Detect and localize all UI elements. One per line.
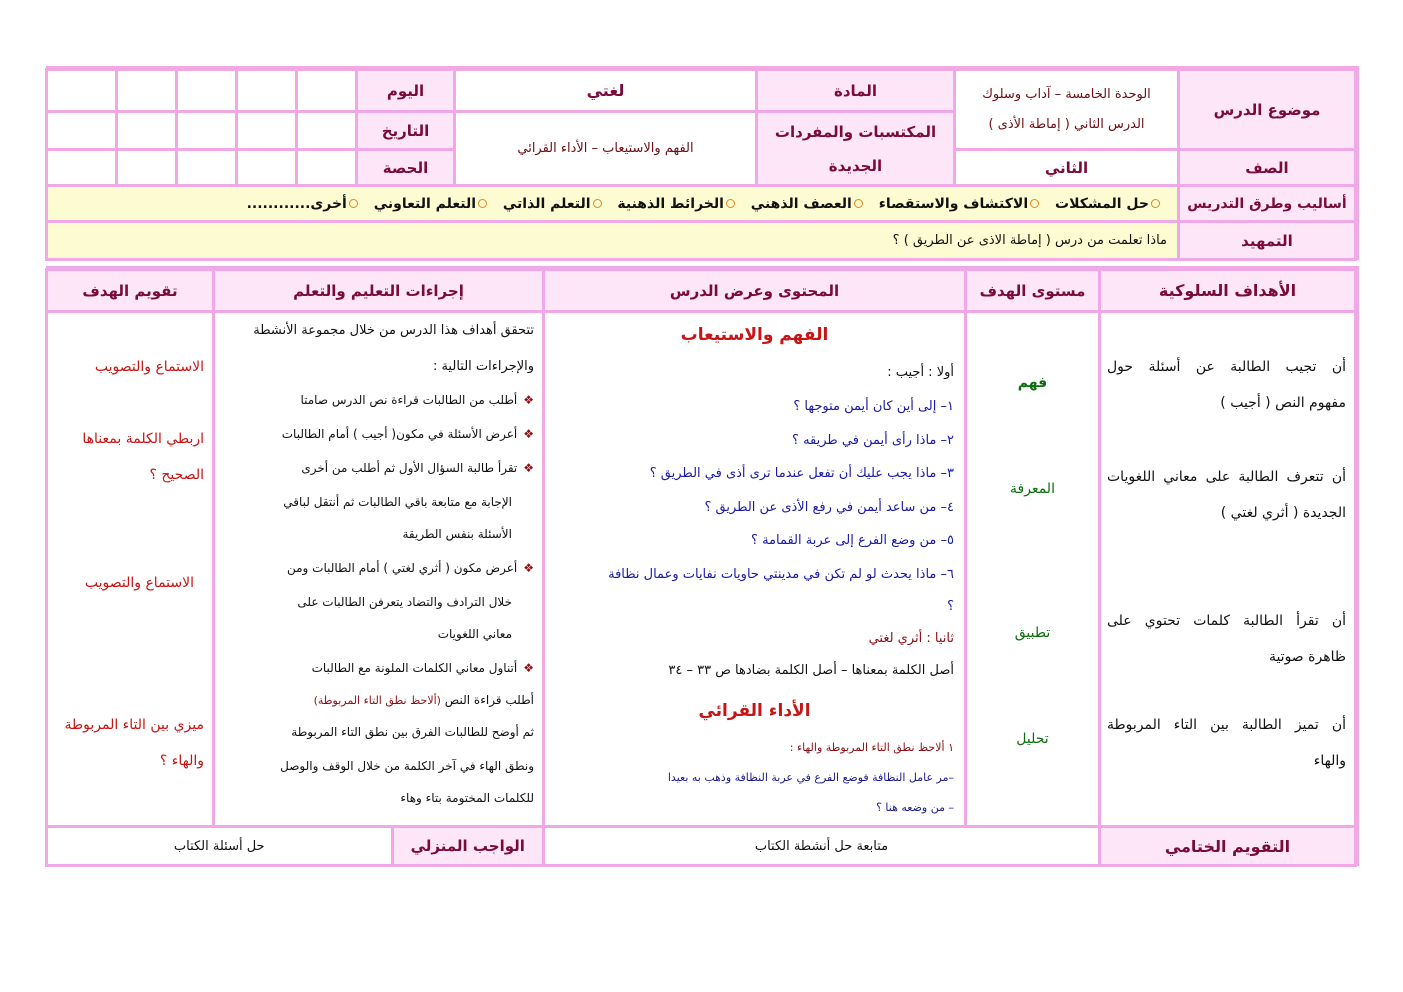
levels-cell <box>966 312 1100 827</box>
content-second-heading: ثانيا : أثري لغتي <box>868 631 954 646</box>
evaluation-4-line2: والهاء ؟ <box>159 753 204 769</box>
content-first-heading: أولا : أجيب : <box>887 365 954 380</box>
level-4: تحليل <box>1016 731 1049 747</box>
procedure-bullet-5: ❖ أتناول معاني الكلمات الملونة مع الطالبات <box>312 661 534 675</box>
procedure-line-3: ونطق الهاء في آخر الكلمة من خلال الوقف والوصل <box>280 759 534 773</box>
procedures-cell <box>214 312 544 827</box>
grade-value: الثاني <box>955 150 1179 186</box>
day-cell-1[interactable] <box>297 70 357 112</box>
lesson-topic-label: موضوع الدرس <box>1179 70 1356 150</box>
content-question-6-end: ؟ <box>947 599 954 614</box>
period-cell-5[interactable] <box>47 150 117 186</box>
content-example-2: – من وضعه هنا ؟ <box>876 801 954 814</box>
period-label: الحصة <box>357 150 455 186</box>
content-question-4: ٤– من ساعد أيمن في رفع الأذى عن الطريق ؟ <box>704 500 954 515</box>
content-cell <box>544 312 966 827</box>
evaluation-cell <box>47 312 214 827</box>
col-level: مستوى الهدف <box>966 270 1100 312</box>
procedures-intro-1: تتحقق أهداف هذا الدرس من خلال مجموعة الأنشطة <box>253 323 534 338</box>
procedure-bullet-3-line2: الإجابة مع متابعة باقي الطالبات ثم أنتقل لباقي <box>283 495 512 509</box>
evaluation-3: الاستماع والتصويب <box>84 575 194 591</box>
subject-label: المادة <box>757 70 955 112</box>
col-evaluation: تقويم الهدف <box>47 270 214 312</box>
content-note: ١ ألاحظ نطق التاء المربوطة والهاء : <box>789 741 954 754</box>
method-item-4[interactable]: الخرائط الذهنية <box>617 196 738 212</box>
vocab-value: الفهم والاستيعاب – الأداء القرائي <box>455 112 757 186</box>
level-2: المعرفة <box>1010 481 1055 497</box>
content-title-reading: الأداء القرائي <box>698 701 811 721</box>
content-question-6: ٦– ماذا يحدث لو لم تكن في مدينتي حاويات نفايات وعمال نظافة <box>608 567 954 582</box>
methods-list <box>47 186 1179 222</box>
date-cell-3[interactable] <box>177 112 237 150</box>
col-procedures: إجراءات التعليم والتعلم <box>214 270 544 312</box>
content-question-3: ٣– ماذا يجب عليك أن تفعل عندما ترى أذى في الطريق ؟ <box>649 466 954 481</box>
intro-value: ماذا تعلمت من درس ( إماطة الاذى عن الطريق ) ؟ <box>47 222 1179 260</box>
period-cell-3[interactable] <box>177 150 237 186</box>
col-objectives: الأهداف السلوكية <box>1100 270 1356 312</box>
level-3: تطبيق <box>1014 625 1051 641</box>
period-cell-1[interactable] <box>297 150 357 186</box>
vocab-label <box>757 112 955 186</box>
final-eval-label: التقويم الختامي <box>1100 827 1356 866</box>
lesson-topic-line2: الدرس الثاني ( إماطة الأذى ) <box>988 116 1145 132</box>
vocab-label-line1: المكتسبات والمفردات <box>774 122 937 141</box>
objective-1-line2: مفهوم النص ( أجيب ) <box>1220 395 1346 411</box>
content-question-1: ١– إلى أين كان أيمن متوجها ؟ <box>793 399 954 414</box>
content-title-comprehension: الفهم والاستيعاب <box>680 325 829 345</box>
header-table <box>46 66 1359 260</box>
objective-4-line1: أن تميز الطالبة بين التاء المربوطة <box>1107 717 1346 733</box>
date-label: التاريخ <box>357 112 455 150</box>
content-question-2: ٢– ماذا رأى أيمن في طريقه ؟ <box>792 433 954 448</box>
day-label: اليوم <box>357 70 455 112</box>
subject-value: لغتي <box>455 70 757 112</box>
vocab-label-line2: الجديدة <box>828 156 883 175</box>
evaluation-2-line2: الصحيح ؟ <box>149 467 204 483</box>
objective-3-line1: أن تقرأ الطالبة كلمات تحتوي على <box>1107 613 1346 629</box>
method-item-5[interactable]: التعلم الذاتي <box>503 196 605 212</box>
lesson-topic-line1: الوحدة الخامسة – آداب وسلوك <box>982 86 1151 102</box>
content-match: أصل الكلمة بمعناها – أصل الكلمة بضادها ص ٣٣ – ٣٤ <box>668 663 954 678</box>
procedure-bullet-4-line2: خلال الترادف والتضاد يتعرفن الطالبات على <box>297 595 512 609</box>
method-item-3[interactable]: العصف الذهني <box>751 196 866 212</box>
period-cell-4[interactable] <box>117 150 177 186</box>
method-item-6[interactable]: التعلم التعاوني <box>374 196 490 212</box>
methods-label: أساليب وطرق التدريس <box>1179 186 1356 222</box>
procedure-line-2: ثم أوضح للطالبات الفرق بين نطق التاء المربوطة <box>291 725 534 739</box>
procedure-bullet-1: ❖ أطلب من الطالبات قراءة نص الدرس صامتا <box>300 393 534 407</box>
period-cell-2[interactable] <box>237 150 297 186</box>
evaluation-1: الاستماع والتصويب <box>94 359 204 375</box>
method-item-2[interactable]: الاكتشاف والاستقصاء <box>879 196 1042 212</box>
procedure-read <box>314 693 534 707</box>
objective-1-line1: أن تجيب الطالبة عن أسئلة حول <box>1107 359 1346 375</box>
day-cell-3[interactable] <box>177 70 237 112</box>
homework-label: الواجب المنزلي <box>392 828 542 864</box>
procedure-line-4: للكلمات المختومة بتاء وهاء <box>400 791 534 805</box>
evaluation-2-line1: اربطي الكلمة بمعناها <box>82 431 204 447</box>
homework-cell <box>47 827 544 866</box>
objective-2-line1: أن تتعرف الطالبة على معاني اللغويات <box>1107 469 1346 485</box>
procedure-bullet-4: ❖ أعرض مكون ( أثري لغتي ) أمام الطالبات ومن <box>287 561 534 575</box>
day-cell-4[interactable] <box>117 70 177 112</box>
content-question-5: ٥– من وضع الفرع إلى عربة القمامة ؟ <box>751 533 954 548</box>
lesson-table <box>46 266 1359 866</box>
level-1: فهم <box>1017 375 1048 391</box>
date-cell-2[interactable] <box>237 112 297 150</box>
procedure-read-text: أطلب قراءة النص <box>444 693 534 707</box>
procedure-bullet-3: ❖ تقرأ طالبة السؤال الأول ثم أطلب من أخرى <box>301 461 534 475</box>
objective-2-line2: الجديدة ( أثري لغتي ) <box>1220 505 1346 521</box>
procedure-read-note: (ألاحظ نطق التاء المربوطة) <box>313 694 441 707</box>
procedure-bullet-4-line3: معاني اللغويات <box>437 627 512 641</box>
lesson-topic-value <box>955 70 1179 150</box>
procedure-bullet-2: ❖ أعرض الأسئلة في مكون( أجيب ) أمام الطالبات <box>282 427 534 441</box>
date-cell-1[interactable] <box>297 112 357 150</box>
col-content: المحتوى وعرض الدرس <box>544 270 966 312</box>
content-example-1: –مر عامل النظافة فوضع الفرع في عربة النظافة وذهب به بعيدا <box>667 771 954 784</box>
day-cell-2[interactable] <box>237 70 297 112</box>
date-cell-5[interactable] <box>47 112 117 150</box>
evaluation-4-line1: ميزي بين التاء المربوطة <box>64 717 204 733</box>
objective-4-line2: والهاء <box>1313 753 1346 769</box>
homework-value: حل أسئلة الكتاب <box>173 838 265 854</box>
method-item-7[interactable]: أخرى............ <box>247 196 361 212</box>
grade-label: الصف <box>1179 150 1356 186</box>
objective-3-line2: ظاهرة صوتية <box>1268 649 1346 665</box>
procedures-intro-2: والإجراءات التالية : <box>432 359 534 374</box>
final-eval-value: متابعة حل أنشطة الكتاب <box>544 827 1100 866</box>
intro-label: التمهيد <box>1179 222 1356 260</box>
day-cell-5[interactable] <box>47 70 117 112</box>
objectives-cell <box>1100 312 1356 827</box>
method-item-1[interactable]: حل المشكلات <box>1055 196 1163 212</box>
date-cell-4[interactable] <box>117 112 177 150</box>
procedure-bullet-3-line3: الأسئلة بنفس الطريقة <box>402 527 512 541</box>
